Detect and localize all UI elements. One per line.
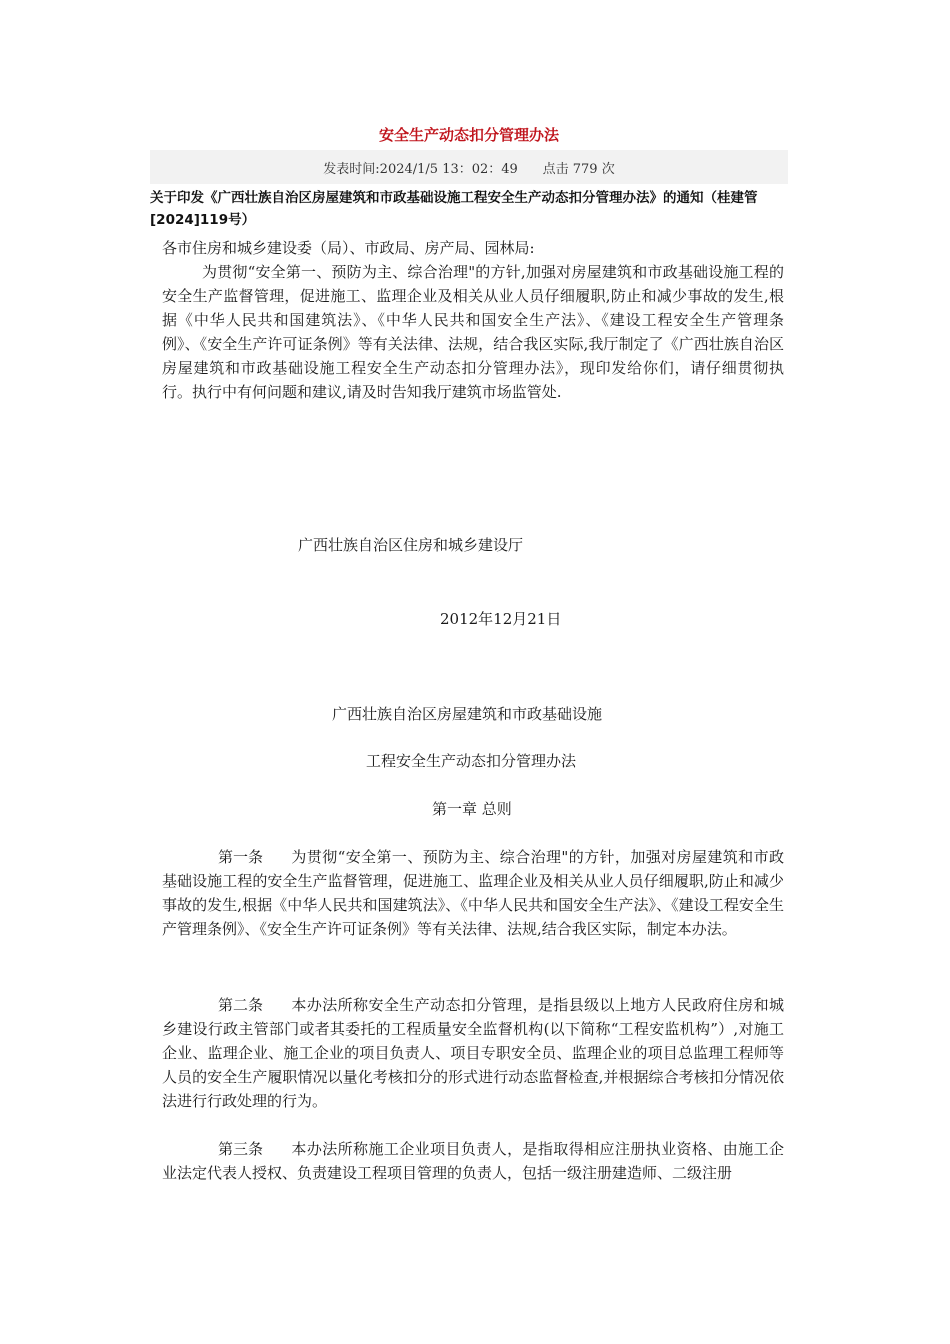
- issuing-department: 广西壮族自治区住房和城乡建设厅: [298, 536, 524, 554]
- article-2: [162, 993, 784, 1113]
- meta-bar: [150, 150, 788, 184]
- notice-title: 关于印发《广西壮族自治区房屋建筑和市政基础设施工程安全生产动态扣分管理办法》的通知（桂建管[2024]119号）: [150, 190, 758, 228]
- click-count: 点击 779 次: [542, 161, 615, 177]
- issue-date: 2012年12月21日: [440, 610, 562, 628]
- notice-paragraph: 为贯彻“安全第一、预防为主、综合治理"的方针,加强对房屋建筑和市政基础设施工程的安全生产监督管理，促进施工、监理企业及相关从业人员仔细履职,防止和减少事故的发生,根据《中华人民共和国建筑法》、《中华人民共和国安全生产法》、《建设工程安全生产管理条例》、《安全生产许可证条例》等有关法律、法规，结合我区实际,我厅制定了《广西壮族自治区房屋建筑和市政基础设施工程安全生产动态扣分管理办法》，现印发给你们，请仔细贯彻执行。执行中有何问题和建议,请及时告知我厅建筑市场监管处.: [162, 263, 784, 401]
- article-3: [162, 1137, 784, 1185]
- article-label: 第一条: [218, 848, 264, 866]
- article-text: 本办法所称施工企业项目负责人，是指取得相应注册执业资格、由施工企业法定代表人授权、负责建设工程项目管理的负责人，包括一级注册建造师、二级注册: [162, 1140, 784, 1182]
- article-label: 第三条: [218, 1140, 264, 1158]
- article-text: 本办法所称安全生产动态扣分管理，是指县级以上地方人民政府住房和城乡建设行政主管部门或者其委托的工程质量安全监督机构(以下简称“工程安监机构”）,对施工企业、监理企业、施工企业的项目负责人、项目专职安全员、监理企业的项目总监理工程师等人员的安全生产履职情况以量化考核扣分的形式进行动态监督检查,并根据综合考核扣分情况依法进行行政处理的行为。: [162, 996, 784, 1110]
- article-1: [162, 845, 784, 941]
- salutation: 各市住房和城乡建设委（局）、市政局、房产局、园林局:: [162, 239, 535, 257]
- publish-time: 发表时间:2024/1/5 13：02：49: [323, 161, 518, 177]
- article-text: 为贯彻“安全第一、预防为主、综合治理"的方针，加强对房屋建筑和市政基础设施工程的安全生产监督管理，促进施工、监理企业及相关从业人员仔细履职,防止和减少事故的发生,根据《中华人民共和国建筑法》、《中华人民共和国安全生产法》、《建设工程安全生产管理条例》、《安全生产许可证条例》等有关法律、法规,结合我区实际，制定本办法。: [162, 848, 784, 938]
- regulation-title-line2: 工程安全生产动态扣分管理办法: [366, 752, 577, 770]
- meta-spacer: [518, 160, 543, 175]
- article-label: 第二条: [218, 996, 264, 1014]
- page-title: 安全生产动态扣分管理办法: [378, 126, 559, 144]
- chapter-heading: 第一章 总则: [432, 800, 512, 818]
- regulation-title-line1: 广西壮族自治区房屋建筑和市政基础设施: [332, 705, 603, 723]
